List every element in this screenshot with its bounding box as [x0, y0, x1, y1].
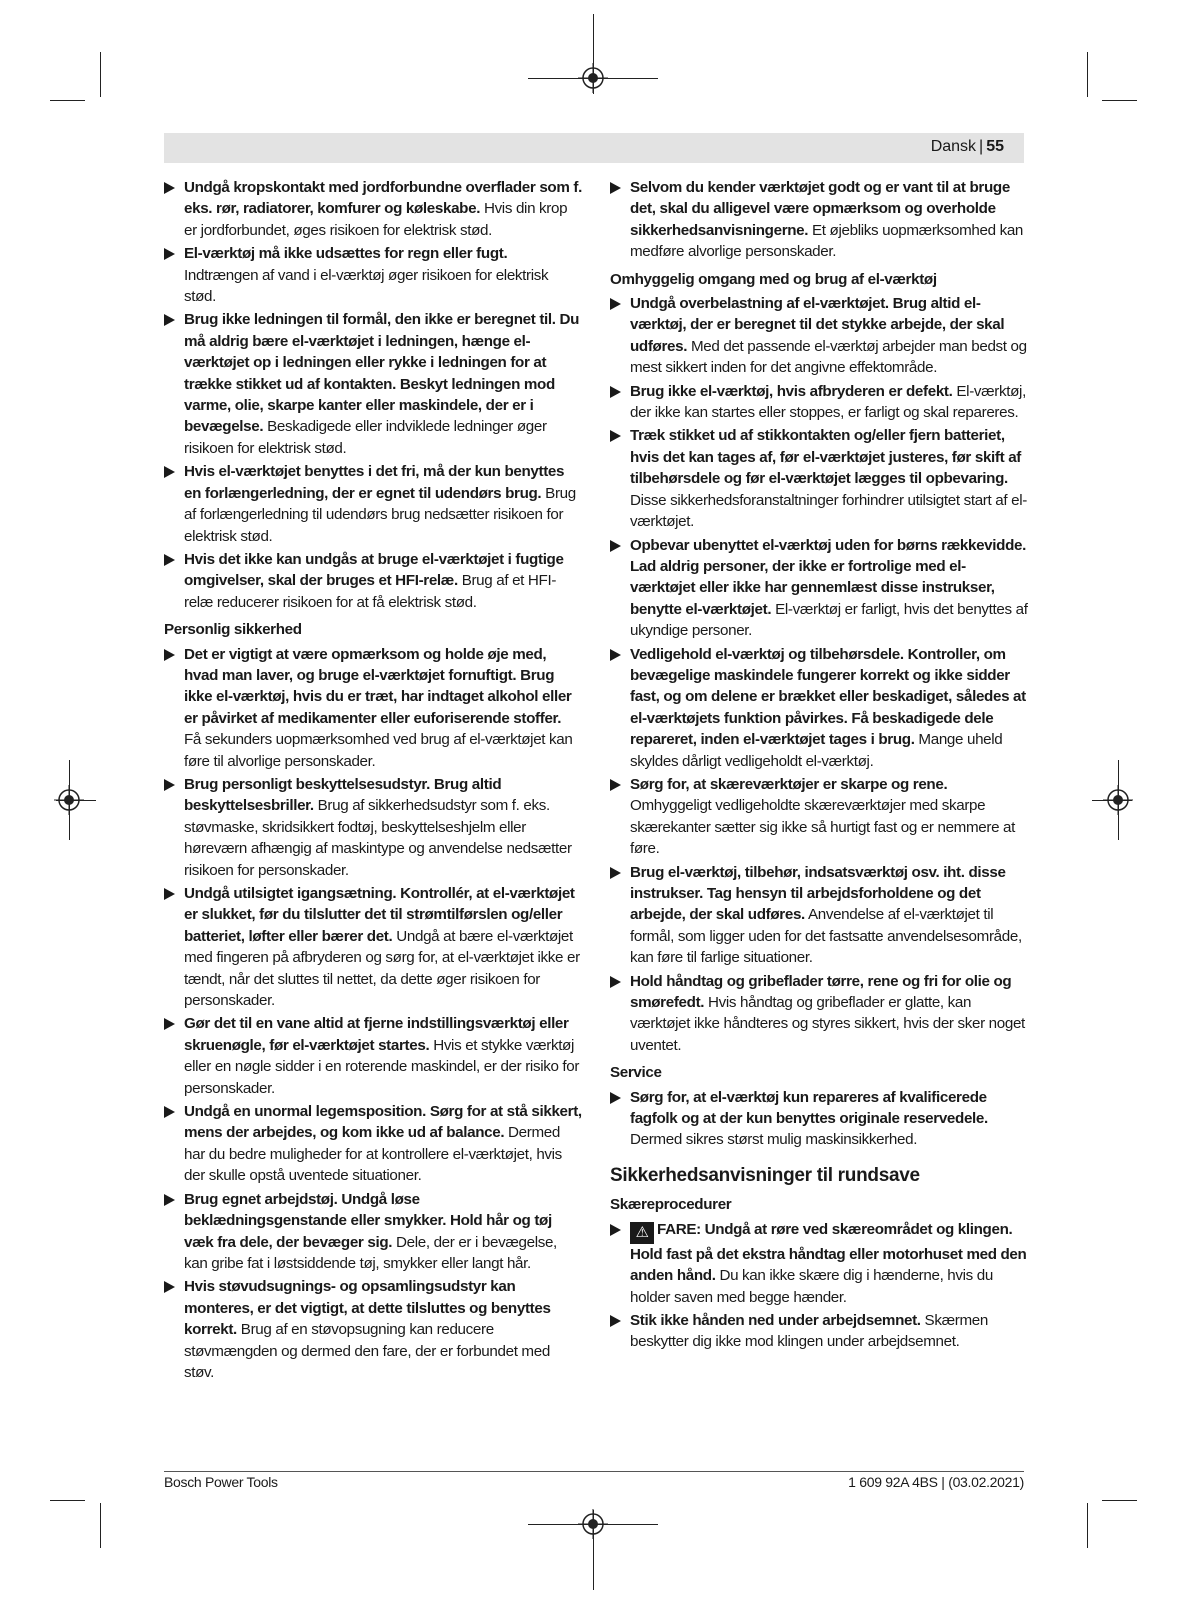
- bullet-triangle-icon: [164, 248, 175, 260]
- list-item: [164, 309, 582, 459]
- list-item: [610, 381, 1028, 424]
- bullet-triangle-icon: [610, 649, 621, 661]
- bullet-triangle-icon: [610, 1224, 621, 1236]
- item-text: Hvis et stykke værktøj eller en nøgle sidder i en roterende maskindel, er der risiko for personskader.: [184, 1036, 580, 1097]
- bullet-triangle-icon: [610, 182, 621, 194]
- crop-mark: [1102, 100, 1137, 101]
- bullet-triangle-icon: [164, 182, 175, 194]
- bullet-triangle-icon: [164, 1106, 175, 1118]
- item-text: Disse sikkerhedsforanstaltninger forhindrer utilsigtet start af el-værktøjet.: [630, 491, 1027, 531]
- subheading-tool-handling: Omhyggelig omgang med og brug af el-værktøj: [610, 270, 937, 288]
- crop-mark: [1087, 52, 1088, 97]
- list-item: [610, 535, 1028, 642]
- item-text: Et øjebliks uopmærksomhed kan medføre alvorlige personskader.: [630, 221, 1024, 261]
- item-text: Brug af et HFI-relæ reducerer risikoen for at få elektrisk stød.: [184, 572, 557, 611]
- item-text: Omhyggeligt vedligeholdte skæreværktøjer med skarpe skærekanter sætter sig ikke så hurtigt fast og er nemmere at føre.: [630, 797, 1016, 858]
- list-item: [164, 549, 582, 613]
- item-bold-text: Hvis støvudsugnings- og opsamlingsudstyr kan monteres, er det vigtigt, at dette tilsluttes og benyttes korrekt.: [184, 1278, 551, 1339]
- item-bold-text: Sørg for, at el-værktøj kun repareres af kvalificerede fagfolk og at der kun benyttes originale reservedele.: [630, 1088, 988, 1128]
- item-bold-text: Undgå en unormal legemsposition. Sørg for at stå sikkert, mens der arbejdes, og kom ikke ud af balance.: [184, 1103, 582, 1142]
- list-item: [610, 293, 1028, 379]
- footer-divider: [164, 1471, 1024, 1472]
- item-text: Hvis din krop er jordforbundet, øges risikoen for elektrisk stød.: [184, 200, 568, 239]
- item-bold-text: Brug personligt beskyttelsesudstyr. Brug altid beskyttelsesbriller.: [184, 775, 502, 815]
- list-item: [164, 1189, 582, 1275]
- bullet-triangle-icon: [610, 867, 621, 879]
- bullet-triangle-icon: [610, 1092, 621, 1104]
- list-item: [610, 1310, 1028, 1353]
- item-text: Du kan ikke skære dig i hænderne, hvis du holder saven med begge hænder.: [630, 1267, 993, 1306]
- list-item: [164, 1276, 582, 1383]
- bullet-triangle-icon: [164, 1281, 175, 1293]
- item-bold-text: Brug egnet arbejdstøj. Undgå løse beklædningsgenstande eller smykker. Hold hår og tøj væk fra dele, der bevæger sig.: [184, 1190, 552, 1251]
- subheading-service: Service: [610, 1064, 662, 1082]
- item-bold-text: Undgå utilsigtet igangsætning. Kontrollér, at el-værktøjet er slukket, før du tilslutter det til strømtilførslen og/eller batteriet, løfter eller bærer det.: [184, 885, 575, 945]
- item-text: Brug af sikkerhedsudstyr som f. eks. støvmaske, skridsikkert fodtøj, beskyttelseshjelm eller høreværn afhængig af maskintype og anvendelse nedsætter risikoen for personskader.: [184, 797, 572, 879]
- header-language: Dansk: [930, 138, 977, 155]
- footer-brand: Bosch Power Tools: [164, 1474, 278, 1490]
- item-bold-text: Selvom du kender værktøjet godt og er vant til at bruge det, skal du alligevel være opmærksom og overholde sikkerhedsanvisningerne.: [630, 179, 1010, 239]
- list-item: [610, 774, 1028, 860]
- item-text: Med det passende el-værktøj arbejder man bedst og mest sikkert inden for det angivne effektområde.: [630, 337, 1027, 377]
- list-item: [610, 644, 1028, 772]
- bullet-triangle-icon: [164, 649, 175, 661]
- item-text: Beskadigede eller indviklede ledninger øger risikoen for elektrisk stød.: [184, 418, 547, 457]
- left-column: [164, 177, 582, 1385]
- list-item: [164, 644, 582, 772]
- item-bold-text: FARE: Undgå at røre ved skæreområdet og klingen. Hold fast på det ekstra håndtag eller motorhuset med den anden hånd.: [630, 1220, 1027, 1285]
- list-item: [164, 177, 582, 241]
- header-text: [931, 138, 1004, 156]
- item-bold-text: Brug ikke el-værktøj, hvis afbryderen er defekt.: [630, 382, 953, 400]
- item-text: El-værktøj er farligt, hvis det benyttes af ukyndige personer.: [630, 600, 1028, 640]
- list-item: [610, 862, 1028, 969]
- footer-doc-number: 1 609 92A 4BS | (03.02.2021): [848, 1474, 1024, 1490]
- list-item: [610, 177, 1028, 263]
- item-bold-text: Hvis el-værktøjet benyttes i det fri, må der kun benyttes en forlængerledning, der er egnet til udendørs brug.: [184, 463, 565, 502]
- item-text: Brug af en støvopsugning kan reducere støvmængden og dermed den fare, der er forbundet med støv.: [184, 1321, 550, 1381]
- list-item: [164, 243, 582, 307]
- registration-target-icon: [54, 785, 84, 815]
- list-item: [164, 883, 582, 1011]
- registration-target-icon: [578, 63, 608, 93]
- registration-target-icon: [1103, 785, 1133, 815]
- bullet-triangle-icon: [610, 779, 621, 791]
- bullet-triangle-icon: [610, 430, 621, 442]
- bullet-triangle-icon: [610, 386, 621, 398]
- bullet-triangle-icon: [164, 779, 175, 791]
- list-item: [164, 774, 582, 881]
- item-bold-text: Undgå overbelastning af el-værktøjet. Brug altid el-værktøj, der er beregnet til det stykke arbejde, der skal udføres.: [630, 295, 1005, 355]
- crop-mark: [100, 52, 101, 97]
- item-bold-text: El-værktøj må ikke udsættes for regn eller fugt.: [184, 245, 508, 263]
- item-text: Hvis håndtag og gribeflader er glatte, kan værktøjet ikke håndteres og styres sikkert, hvis der sker noget uventet.: [630, 994, 1025, 1054]
- item-text: Dele, der er i bevægelse, kan gribe fat i løstsiddende tøj, smykker eller langt hår.: [184, 1233, 557, 1272]
- header-separator: |: [979, 138, 984, 155]
- crop-mark: [50, 100, 85, 101]
- list-group: [610, 293, 1028, 1056]
- item-bold-text: Gør det til en vane altid at fjerne indstillingsværktøj eller skruenøgle, før el-værktøjet startes.: [184, 1015, 569, 1054]
- item-bold-text: Hvis det ikke kan undgås at bruge el-værktøjet i fugtige omgivelser, skal der bruges et HFI-relæ.: [184, 550, 564, 590]
- page-header: [164, 133, 1024, 163]
- right-column: [610, 177, 1028, 1355]
- registration-target-icon: [578, 1509, 608, 1539]
- list-item: [610, 425, 1028, 532]
- item-bold-text: Brug ikke ledningen til formål, den ikke er beregnet til. Du må aldrig bære el-værktøjet i ledningen, hænge el-værktøjet op i ledningen eller rykke i ledningen for at trække stikket ud af kontakten. Beskyt ledningen mod varme, olie, skarpe kanter eller maskindele, der er i bevægelse.: [184, 311, 580, 436]
- item-text: Brug af forlængerledning til udendørs brug nedsætter risikoen for elektrisk stød.: [184, 484, 576, 545]
- bullet-triangle-icon: [164, 466, 175, 478]
- list-item: [164, 461, 582, 547]
- crop-mark: [1102, 1500, 1137, 1501]
- item-text: Mange uheld skyldes dårligt vedligeholdt el-værktøj.: [630, 731, 1003, 770]
- item-bold-text: Det er vigtigt at være opmærksom og holde øje med, hvad man laver, og bruge el-værktøjet fornuftigt. Brug ikke el-værktøj, hvis du er træt, har indtaget alkohol eller er påvirket af medikamenter eller euforiserende stoffer.: [184, 645, 572, 727]
- item-bold-text: Træk stikket ud af stikkontakten og/eller fjern batteriet, hvis det kan tages af, før el-værktøjet justeres, før skift af tilbehørsdele og før el-værktøjet lægges til opbevaring.: [630, 427, 1022, 488]
- bullet-triangle-icon: [610, 540, 621, 552]
- page-number: 55: [986, 138, 1004, 155]
- list-item: [610, 1219, 1028, 1308]
- list-group: [164, 177, 582, 613]
- list-item: [164, 1101, 582, 1187]
- bullet-triangle-icon: [164, 554, 175, 566]
- list-group: [610, 1219, 1028, 1353]
- item-text: Anvendelse af el-værktøjet til formål, som ligger uden for det fastsatte anvendelsesområde, kan føre til farlige situationer.: [630, 906, 1022, 967]
- item-bold-text: Undgå kropskontakt med jordforbundne overflader som f. eks. rør, radiatorer, komfurer og køleskabe.: [184, 179, 582, 218]
- bullet-triangle-icon: [610, 1315, 621, 1327]
- subheading-personal-safety: Personlig sikkerhed: [164, 621, 302, 639]
- item-bold-text: Vedligehold el-værktøj og tilbehørsdele. Kontroller, om bevægelige maskindele fungerer korrekt og ikke sidder fast, og om delene er brækket eller beskadiget, således at el-værktøjets funktion påvirkes. Få beskadigede dele repareret, inden el-værktøjet tages i brug.: [630, 645, 1026, 749]
- crop-mark: [100, 1503, 101, 1548]
- item-bold-text: Hold håndtag og gribeflader tørre, rene og fri for olie og smørefedt.: [630, 972, 1012, 1012]
- item-bold-text: Opbevar ubenyttet el-værktøj uden for børns rækkevidde. Lad aldrig personer, der ikke er fortrolige med el-værktøjet eller ikke har gennemlæst disse instrukser, benytte el-værktøjet.: [630, 536, 1026, 618]
- bullet-triangle-icon: [164, 888, 175, 900]
- item-bold-text: Stik ikke hånden ned under arbejdsemnet.: [630, 1311, 921, 1329]
- bullet-triangle-icon: [610, 976, 621, 988]
- item-text: Indtrængen af vand i el-værktøj øger risikoen for elektrisk stød.: [184, 266, 549, 306]
- subheading-cutting: Skæreprocedurer: [610, 1196, 732, 1214]
- crop-mark: [1087, 1503, 1088, 1548]
- item-text: Skærmen beskytter dig ikke mod klingen under arbejdsemnet.: [630, 1311, 988, 1351]
- list-item: [164, 1013, 582, 1099]
- bullet-triangle-icon: [164, 1194, 175, 1206]
- list-group: [610, 1087, 1028, 1151]
- section-title: Sikkerhedsanvisninger til rundsave: [610, 1164, 920, 1186]
- item-text: El-værktøj, der ikke kan startes eller stoppes, er farligt og skal repareres.: [630, 382, 1026, 422]
- list-group: [164, 644, 582, 1384]
- warning-icon: ⚠: [630, 1222, 654, 1244]
- list-item: [610, 971, 1028, 1057]
- item-text: Dermed sikres størst mulig maskinsikkerhed.: [630, 1131, 918, 1149]
- bullet-triangle-icon: [610, 298, 621, 310]
- list-item: [610, 1087, 1028, 1151]
- item-bold-text: Brug el-værktøj, tilbehør, indsatsværktøj osv. iht. disse instrukser. Tag hensyn til arbejdsforholdene og det arbejde, der skal udføres.: [630, 863, 1006, 924]
- list-group: [610, 177, 1028, 263]
- item-text: Undgå at bære el-værktøjet med fingeren på afbryderen og sørg for, at el-værktøjet ikke er tændt, når det sluttes til nettet, da dette øger risikoen for personskader.: [184, 927, 580, 1010]
- item-bold-text: Sørg for, at skæreværktøjer er skarpe og rene.: [630, 775, 948, 793]
- bullet-triangle-icon: [164, 1018, 175, 1030]
- crop-mark: [50, 1500, 85, 1501]
- bullet-triangle-icon: [164, 314, 175, 326]
- item-text: Dermed har du bedre muligheder for at kontrollere el-værktøjet, hvis der skulle opstå uventede situationer.: [184, 1124, 562, 1185]
- item-text: Få sekunders uopmærksomhed ved brug af el-værktøjet kan føre til alvorlige personskader.: [184, 731, 573, 770]
